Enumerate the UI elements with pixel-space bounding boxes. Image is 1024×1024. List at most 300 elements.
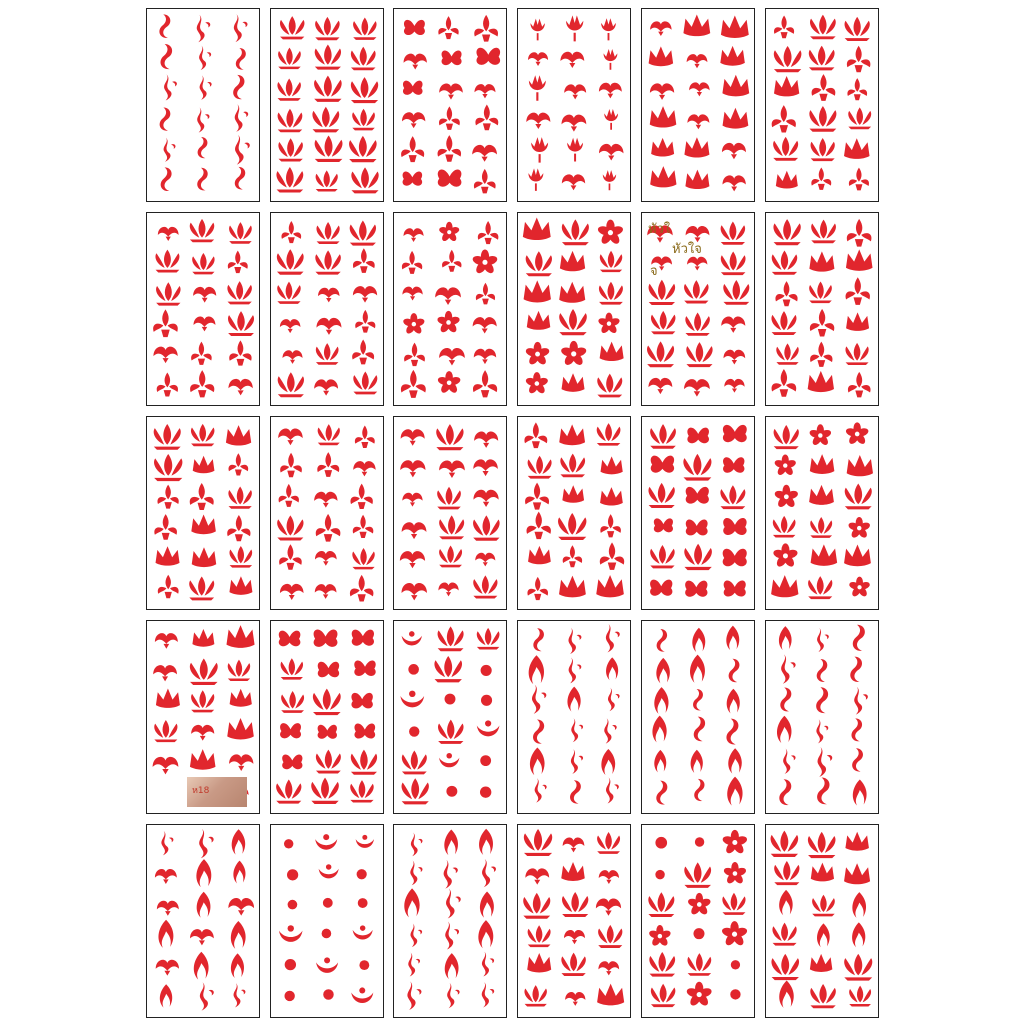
swirl-motif [439,84,463,100]
tattoo-sheet-r2-c3 [393,212,507,406]
swirl-motif [153,665,177,681]
photo-label: ห18 [192,786,210,796]
vine-motif [532,685,546,714]
lotus-motif [437,487,461,510]
lotus-motif [229,546,252,568]
dot-motif [731,960,740,969]
lotus-motif [316,750,341,774]
butterfly-motif [438,170,462,187]
butterfly-motif [314,630,338,647]
vine-motif [234,983,246,1007]
lotus-motif [720,485,745,509]
swirl-motif [229,754,253,771]
lotus-motif [808,832,836,858]
swirl-motif [190,929,214,945]
tulip-motif [566,15,583,41]
butterfly-motif [685,581,707,597]
hook-motif [233,75,244,99]
flower-motif [525,342,551,366]
swirl-motif [153,347,177,364]
lotus-motif [314,76,342,102]
fleur-motif [563,545,582,567]
crown-motif [524,280,551,302]
overlay-text-line2: หัวใจ [672,242,702,257]
vine-motif [606,624,620,652]
butterfly-motif [723,518,746,535]
sample-photo-thumbnail [187,777,247,807]
flame-motif [853,779,867,805]
crown-motif [649,46,674,66]
lotus-motif [191,424,214,446]
butterfly-motif [318,725,337,739]
flame-motif [692,628,705,652]
lotus-motif [651,311,676,334]
fleur-motif [847,46,871,73]
butterfly-motif [279,631,301,647]
dot-motif [323,898,333,908]
swirl-motif [315,584,337,599]
lotus-motif [351,167,378,193]
crown-motif [683,15,710,37]
lotus-motif [559,309,587,335]
lotus-motif [227,281,252,304]
crown-motif [562,373,585,392]
tattoo-sheet-r3-c2 [270,416,384,610]
lotus-motif [190,658,218,685]
tattoo-sheet-r2-c1 [146,212,260,406]
tattoo-sheet-r1-c5 [641,8,755,202]
swirl-motif [687,257,707,271]
tattoo-motif-artwork [642,417,754,609]
vine-motif [608,688,620,712]
swirl-motif [318,288,339,303]
hook-motif [657,629,667,652]
lotus-motif [774,861,799,885]
flower-motif [845,422,870,445]
fleur-motif [775,281,797,306]
vine-motif [482,859,496,887]
fleur-motif [401,136,424,162]
crown-motif [226,425,251,445]
fleur-motif [401,370,426,398]
crown-motif [809,251,834,271]
lotus-motif [316,343,339,365]
hook-motif [694,717,705,742]
butterfly-motif [724,580,746,596]
fleur-motif [474,169,496,194]
swirl-motif [402,522,427,539]
swirl-motif [404,54,427,70]
hook-motif [853,625,865,651]
crescent-motif [402,631,422,645]
swirl-motif [228,379,252,396]
fleur-motif [355,310,375,333]
lotus-motif [686,342,712,367]
hook-motif [197,168,207,191]
tattoo-sheet-r5-c2 [270,824,384,1018]
lotus-motif [648,483,674,508]
dot-motif [284,839,293,848]
lotus-motif [597,832,620,854]
crown-motif [560,251,585,271]
hook-motif [694,779,704,801]
lotus-motif [154,720,177,742]
vine-motif [411,923,423,947]
hook-motif [656,781,667,805]
tattoo-motif-artwork [394,825,506,1017]
crown-motif [776,171,798,189]
lotus-motif [685,312,710,335]
fleur-motif [157,485,178,509]
swirl-motif [473,317,497,333]
fleur-motif [280,453,302,478]
butterfly-motif [354,724,375,739]
lotus-motif [773,516,796,538]
tattoo-motif-artwork [271,213,383,405]
fleur-motif [525,483,549,510]
crown-motif [596,575,624,597]
dot-motif [358,898,368,908]
crown-motif [230,689,252,707]
dot-motif [655,837,667,849]
lotus-motif [647,341,674,367]
lotus-motif [845,17,870,41]
butterfly-motif [318,662,339,678]
lotus-motif [228,311,254,336]
swirl-motif [153,757,179,775]
lotus-motif [560,454,585,478]
lotus-motif [649,952,675,977]
tattoo-motif-artwork [147,825,259,1017]
crown-motif [811,863,834,882]
fleur-motif [402,251,422,274]
swirl-motif [158,227,179,241]
flame-motif [779,626,792,650]
fleur-motif [527,512,551,540]
butterfly-motif [442,51,462,66]
flower-motif [560,341,587,367]
lotus-motif [350,780,373,802]
swirl-motif [724,350,746,365]
hook-motif [235,167,245,190]
fleur-motif [229,453,249,475]
hook-motif [816,687,828,713]
crown-motif [191,514,216,534]
crown-motif [808,371,834,392]
swirl-motif [193,287,216,303]
lotus-motif [353,372,377,395]
flame-motif [445,953,459,979]
flame-motif [727,777,742,806]
crown-motif [562,485,584,503]
lotus-motif [228,486,251,508]
butterfly-motif [723,549,747,566]
hook-motif [779,779,791,805]
fleur-motif [229,340,251,365]
tulip-motif [531,137,548,162]
lotus-motif [154,424,181,450]
lotus-motif [528,456,552,479]
tattoo-sheet-r1-c4 [517,8,631,202]
vine-motif [235,135,250,165]
swirl-motif [353,286,377,303]
tattoo-sheet-r1-c1 [146,8,260,202]
lotus-motif [190,219,215,242]
tulip-motif [567,138,583,162]
lotus-motif [351,47,376,71]
swirl-motif [400,551,425,568]
crown-motif [559,576,586,598]
lotus-motif [845,484,872,510]
lotus-motif [845,343,868,365]
fleur-motif [810,342,832,367]
vine-motif [482,952,494,977]
swirl-motif [648,378,672,394]
flower-motif [809,424,832,446]
lotus-motif [528,925,551,947]
swirl-motif [687,114,709,129]
tattoo-sheet-r2-c5 [641,212,755,406]
lotus-motif [650,545,675,568]
dot-motif [357,869,367,879]
vine-motif [781,654,795,683]
fleur-motif [473,370,497,397]
crown-motif [771,575,798,597]
tattoo-motif-artwork [518,621,630,813]
hook-motif [780,688,791,712]
hook-motif [236,48,246,70]
crown-motif [559,424,585,445]
crown-motif [527,311,551,330]
tattoo-motif-artwork [766,213,878,405]
hook-motif [817,659,828,682]
vine-motif [197,15,211,43]
flame-motif [654,750,666,773]
fleur-motif [527,577,548,600]
overlay-text-line1: หัวใ [648,222,671,237]
hook-motif [851,718,862,741]
lotus-motif [773,219,800,245]
swirl-motif [689,82,710,96]
vine-motif [606,777,619,803]
flower-motif [772,543,798,568]
crown-motif [810,954,832,972]
crown-motif [684,137,709,157]
flower-motif [437,371,462,394]
flame-motif [779,890,793,915]
tulip-motif [529,75,546,100]
lotus-motif [649,280,676,305]
flame-motif [777,716,792,743]
swirl-motif [402,287,422,301]
vine-motif [445,922,459,950]
crown-motif [190,749,216,770]
fleur-motif [279,544,302,570]
butterfly-motif [686,487,709,504]
vine-motif [783,749,795,774]
tattoo-motif-artwork [766,621,878,813]
lotus-motif [810,984,836,1008]
swirl-motif [650,21,671,36]
dot-motif [409,726,419,736]
fleur-motif [191,342,212,365]
flower-motif [648,925,671,947]
lotus-motif [189,577,214,601]
fleur-motif [846,277,870,305]
crown-motif [845,832,869,851]
tattoo-motif-artwork [147,417,259,609]
flower-motif [723,862,747,885]
vine-motif [235,104,249,132]
flame-motif [530,747,545,775]
fleur-motif [404,343,425,367]
lotus-motif [771,954,799,980]
butterfly-motif [723,457,744,473]
fleur-motif [772,105,796,132]
tattoo-motif-artwork [147,9,259,201]
lotus-motif [352,109,375,131]
crown-motif [601,456,623,474]
fleur-motif [316,514,341,542]
swirl-motif [472,145,497,162]
vine-motif [535,778,547,802]
lotus-motif [439,546,462,568]
fleur-motif [600,514,621,537]
lotus-motif [771,831,799,857]
flame-motif [158,920,173,948]
crescent-motif [400,691,424,708]
dot-motif [446,786,457,797]
lotus-motif [562,892,588,917]
fleur-motif [847,219,872,247]
lotus-motif [438,626,464,651]
crown-motif [846,312,869,331]
lotus-motif [561,953,586,976]
flame-motif [852,892,866,918]
tattoo-sheet-r4-c3 [393,620,507,814]
vine-motif [568,628,581,654]
vine-motif [197,108,209,133]
tattoo-motif-artwork [394,621,506,813]
lotus-motif [192,253,214,274]
lotus-motif [558,513,586,540]
crown-motif [156,689,180,708]
tattoo-motif-artwork [642,9,754,201]
hook-motif [850,657,862,682]
crown-motif [600,487,623,505]
lotus-motif [154,454,182,481]
tattoo-motif-artwork [147,213,259,405]
crown-motif [600,342,624,361]
swirl-motif [474,84,495,98]
overlay-text-line3: จ [650,264,658,279]
dot-motif [323,989,333,999]
flame-motif [232,829,246,854]
swirl-motif [402,493,422,507]
tattoo-sheet-r5-c6 [765,824,879,1018]
butterfly-motif [403,81,423,95]
hook-motif [817,777,829,804]
lotus-motif [849,986,871,1007]
fleur-motif [811,167,831,189]
lotus-motif [278,138,303,161]
lotus-motif [315,17,340,40]
lotus-motif [402,751,427,775]
dot-motif [481,665,492,676]
swirl-motif [562,115,587,132]
tattoo-sheet-r4-c6 [765,620,879,814]
swirl-motif [473,459,498,476]
vine-motif [816,719,828,743]
crown-motif [723,108,749,129]
lotus-motif [810,517,832,538]
tattoo-motif-artwork [394,9,506,201]
vine-motif [411,833,423,857]
swirl-motif [439,460,465,478]
swirl-motif [525,868,549,884]
flower-motif [847,517,870,539]
fleur-motif [228,251,248,273]
lotus-motif [684,280,709,303]
flame-motif [817,923,830,947]
dot-motif [480,755,491,766]
crown-motif [844,138,870,159]
fleur-motif [279,484,299,507]
lotus-motif [473,575,497,598]
swirl-motif [228,898,254,916]
flower-motif [722,830,749,855]
lotus-motif [524,829,552,856]
tattoo-motif-artwork [271,9,383,201]
crescent-motif [315,834,337,850]
vine-motif [444,860,458,889]
lotus-motif [772,250,798,274]
vine-motif [571,749,583,774]
dot-motif [481,695,492,706]
lotus-motif [598,925,622,948]
butterfly-motif [654,518,673,532]
lotus-motif [684,862,711,888]
lotus-motif [597,374,622,398]
hook-motif [729,659,740,682]
swirl-motif [435,287,461,305]
dot-motif [287,869,298,880]
tattoo-sheet-r2-c4 [517,212,631,406]
tulip-motif [604,49,618,70]
flame-motif [601,749,615,775]
swirl-motif [439,348,465,366]
crown-motif [809,485,834,505]
tulip-motif [604,109,618,130]
swirl-motif [562,174,585,190]
butterfly-motif [723,425,747,442]
lotus-motif [651,984,676,1007]
flame-motif [196,859,211,887]
flower-motif [472,250,499,276]
fleur-motif [439,106,460,130]
tattoo-sheet-r2-c6 [765,212,879,406]
lotus-motif [723,280,749,305]
butterfly-motif [403,171,423,185]
lotus-motif [350,221,376,246]
crown-motif [720,46,745,66]
lotus-motif [809,46,835,71]
tattoo-motif-artwork [271,825,383,1017]
swirl-motif [686,226,710,242]
swirl-motif [528,52,548,66]
lotus-motif [683,454,711,481]
dot-motif [445,694,456,705]
